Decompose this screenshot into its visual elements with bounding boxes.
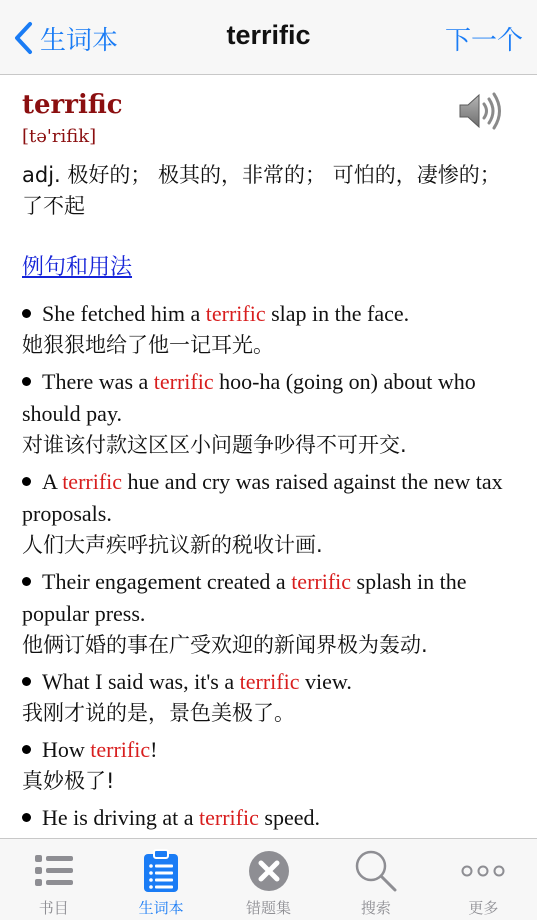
tab-label: 书目 [38, 899, 69, 917]
example-text-after: splash in the popular press. [22, 569, 467, 626]
example-item [22, 298, 512, 360]
definition: adj. 极好的； 极其的，非常的； 可怕的，凄惨的； 了不起 [22, 163, 501, 218]
entry-content[interactable] [0, 76, 537, 838]
example-translation: 他俩订婚的事在广受欢迎的新闻界极为轰动. [22, 633, 428, 657]
example-text-before: There was a [42, 369, 154, 394]
tab-notebook[interactable] [107, 839, 214, 920]
example-text-after: view. [299, 669, 352, 694]
examples-link[interactable]: 例句和用法 [22, 255, 133, 280]
bullet [22, 577, 31, 586]
bullet [22, 477, 31, 486]
tab-more[interactable] [430, 839, 537, 920]
example-text-before: She fetched him a [42, 301, 206, 326]
example-keyword: terrific [239, 669, 300, 694]
example-english [22, 566, 512, 630]
tab-label: 搜索 [360, 899, 391, 917]
example-item [22, 466, 512, 560]
back-button-label: 生词本 [40, 25, 119, 56]
example-item [22, 802, 512, 834]
tab-books[interactable] [0, 839, 107, 920]
example-text-after: slap in the face. [265, 301, 410, 326]
example-translation: 我刚才说的是，景色美极了。 [22, 701, 295, 725]
example-keyword: terrific [205, 301, 266, 326]
tab-bar [0, 838, 537, 920]
next-button[interactable]: 下一个 [444, 26, 523, 56]
example-text-after: ! [150, 737, 158, 762]
more-icon [461, 849, 505, 893]
example-english [22, 298, 512, 330]
bullet [22, 745, 31, 754]
example-english [22, 366, 512, 430]
example-text-before: He is driving at a [42, 805, 200, 830]
example-translation: 对谁该付款这区区小问题争吵得不可开交. [22, 433, 407, 457]
bullet [22, 677, 31, 686]
example-english [22, 734, 512, 766]
example-english [22, 802, 512, 834]
example-keyword: terrific [153, 369, 214, 394]
list-icon [34, 849, 74, 893]
tab-label: 生词本 [138, 899, 184, 917]
example-text-after: hue and cry was raised against the new tax proposals. [22, 469, 503, 526]
example-keyword: terrific [90, 737, 151, 762]
example-item [22, 666, 512, 728]
tab-search[interactable] [322, 839, 429, 920]
notebook-icon [142, 849, 180, 893]
bullet [22, 813, 31, 822]
example-translation: 真妙极了! [22, 769, 115, 793]
phonetic: [tə'rifik] [22, 126, 97, 147]
example-keyword: terrific [199, 805, 259, 830]
example-text-before: Their engagement created a [42, 569, 292, 594]
example-translation: 人们大声疾呼抗议新的税收计画. [22, 533, 323, 557]
example-item [22, 734, 512, 796]
example-text-before: What I said was, it's a [42, 669, 240, 694]
example-english [22, 666, 512, 698]
example-translation: 她狠狠地给了他一记耳光。 [22, 333, 274, 357]
bullet [22, 309, 31, 318]
tab-label: 错题集 [246, 899, 292, 917]
navigation-bar [0, 0, 537, 75]
tab-mistakes[interactable] [215, 839, 322, 920]
example-keyword: terrific [291, 569, 352, 594]
x-circle-icon [248, 849, 290, 893]
example-text-after: hoo-ha (going on) about who should pay. [22, 369, 476, 426]
headword: terrific [22, 90, 123, 120]
bullet [22, 377, 31, 386]
page-title: terrific [226, 20, 311, 50]
example-english [22, 466, 512, 530]
speaker-icon[interactable] [458, 92, 504, 134]
example-list [22, 298, 512, 838]
example-text-after: speed. [258, 805, 320, 830]
example-text-before: How [42, 737, 91, 762]
example-keyword: terrific [62, 469, 123, 494]
search-icon [354, 849, 398, 893]
example-text-before: A [42, 469, 63, 494]
example-item [22, 366, 512, 460]
tab-label: 更多 [468, 899, 499, 917]
example-item [22, 566, 512, 660]
